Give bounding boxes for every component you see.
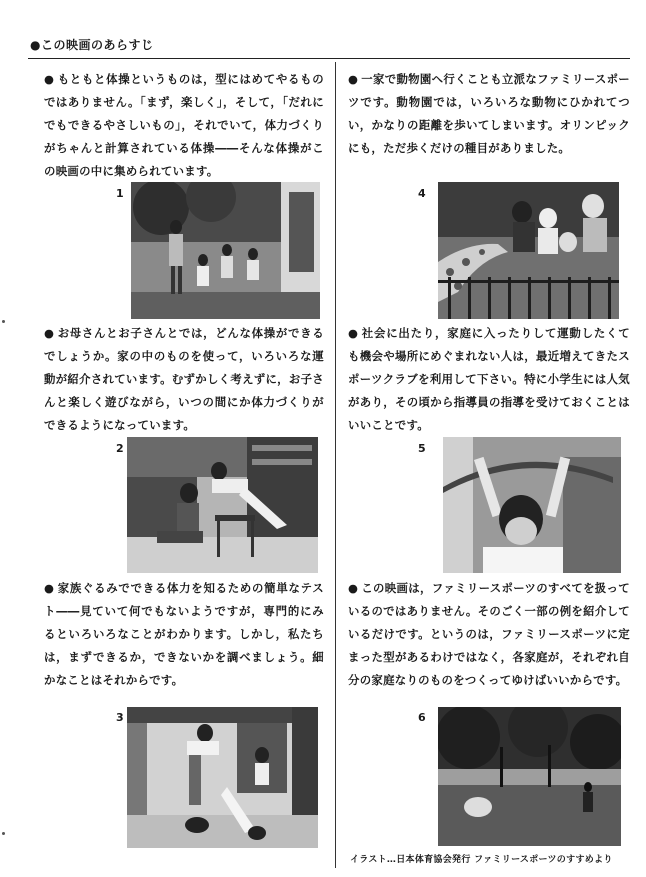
photo-1-image bbox=[131, 182, 320, 319]
paragraph-5-text: 社会に出たり，家庭に入ったりして運動したくても機会や場所にめぐまれない人は，最近増えてきたスポーツクラブを利用して下さい。特に小学生には人気があり，その頃から指導員の指導を受けておくことはいいことです。 bbox=[348, 326, 630, 432]
photo-2-chair-exercise bbox=[127, 437, 318, 573]
bullet-marker: ● bbox=[348, 72, 359, 86]
paragraph-5 bbox=[348, 322, 630, 437]
photo-5-image bbox=[443, 437, 621, 573]
paragraph-4 bbox=[348, 68, 630, 160]
photo-2-number: 2 bbox=[116, 442, 124, 455]
bullet-marker: ● bbox=[348, 581, 359, 595]
paragraph-6 bbox=[348, 577, 630, 692]
photo-1-family-garden bbox=[131, 182, 320, 319]
photo-6-image bbox=[438, 707, 621, 846]
photo-6-park-walk bbox=[438, 707, 621, 846]
bullet-marker: ● bbox=[44, 581, 55, 595]
photo-5-hanging-bar bbox=[443, 437, 621, 573]
paragraph-4-text: 一家で動物園へ行くことも立派なファミリースポーツです。動物園では，いろいろな動物にひかれてつい，かなりの距離を歩いてしまいます。オリンピックにも，ただ歩くだけの種目がありました。 bbox=[348, 72, 630, 155]
paragraph-2 bbox=[44, 322, 324, 437]
image-credit: イラスト…日本体育協会発行 ファミリースポーツのすすめより bbox=[350, 855, 613, 865]
bullet-marker: ● bbox=[44, 72, 55, 86]
photo-3-number: 3 bbox=[116, 711, 124, 724]
photo-3-fitness-test bbox=[127, 707, 318, 848]
column-divider bbox=[335, 62, 336, 868]
photo-4-number: 4 bbox=[418, 187, 426, 200]
margin-mark bbox=[2, 832, 5, 835]
title-divider bbox=[28, 58, 630, 59]
photo-1-number: 1 bbox=[116, 187, 124, 200]
paragraph-1 bbox=[44, 68, 324, 183]
paragraph-2-text: お母さんとお子さんとでは，どんな体操ができるでしょうか。家の中のものを使って，いろいろな運動が紹介されています。むずかしく考えずに，お子さんと楽しく遊びながら，いつの間にか体力づくりができるようになっています。 bbox=[44, 326, 324, 432]
bullet-marker: ● bbox=[44, 326, 55, 340]
margin-mark bbox=[2, 320, 5, 323]
photo-3-image bbox=[127, 707, 318, 848]
page-title: ●この映画のあらすじ bbox=[30, 38, 154, 52]
paragraph-3-text: 家族ぐるみでできる体力を知るための簡単なテスト――見ていて何でもないようですが，専門的にみるといろいろなことがわかります。しかし，私たちは，まずできるか，できないかを調べましょう。細かなことはそれからです。 bbox=[44, 581, 324, 687]
photo-4-image bbox=[438, 182, 619, 319]
photo-4-zoo-giraffe bbox=[438, 182, 619, 319]
bullet-marker: ● bbox=[348, 326, 359, 340]
paragraph-1-text: もともと体操というものは，型にはめてやるものではありません。「まず，楽しく」，そして，「だれにでもできるやさしいもの」，それでいて，体力づくりがちゃんと計算されている体操――そんな体操がこの映画の中に集められています。 bbox=[44, 72, 324, 178]
photo-2-image bbox=[127, 437, 318, 573]
paragraph-3 bbox=[44, 577, 324, 692]
photo-5-number: 5 bbox=[418, 442, 426, 455]
paragraph-6-text: この映画は，ファミリースポーツのすべてを扱っているのではありません。そのごく一部の例を紹介しているだけです。というのは，ファミリースポーツに定まった型があるわけではなく，各家庭が，それぞれ自分の家庭なりのものをつくってゆけばいいからです。 bbox=[348, 581, 631, 687]
photo-6-number: 6 bbox=[418, 711, 426, 724]
